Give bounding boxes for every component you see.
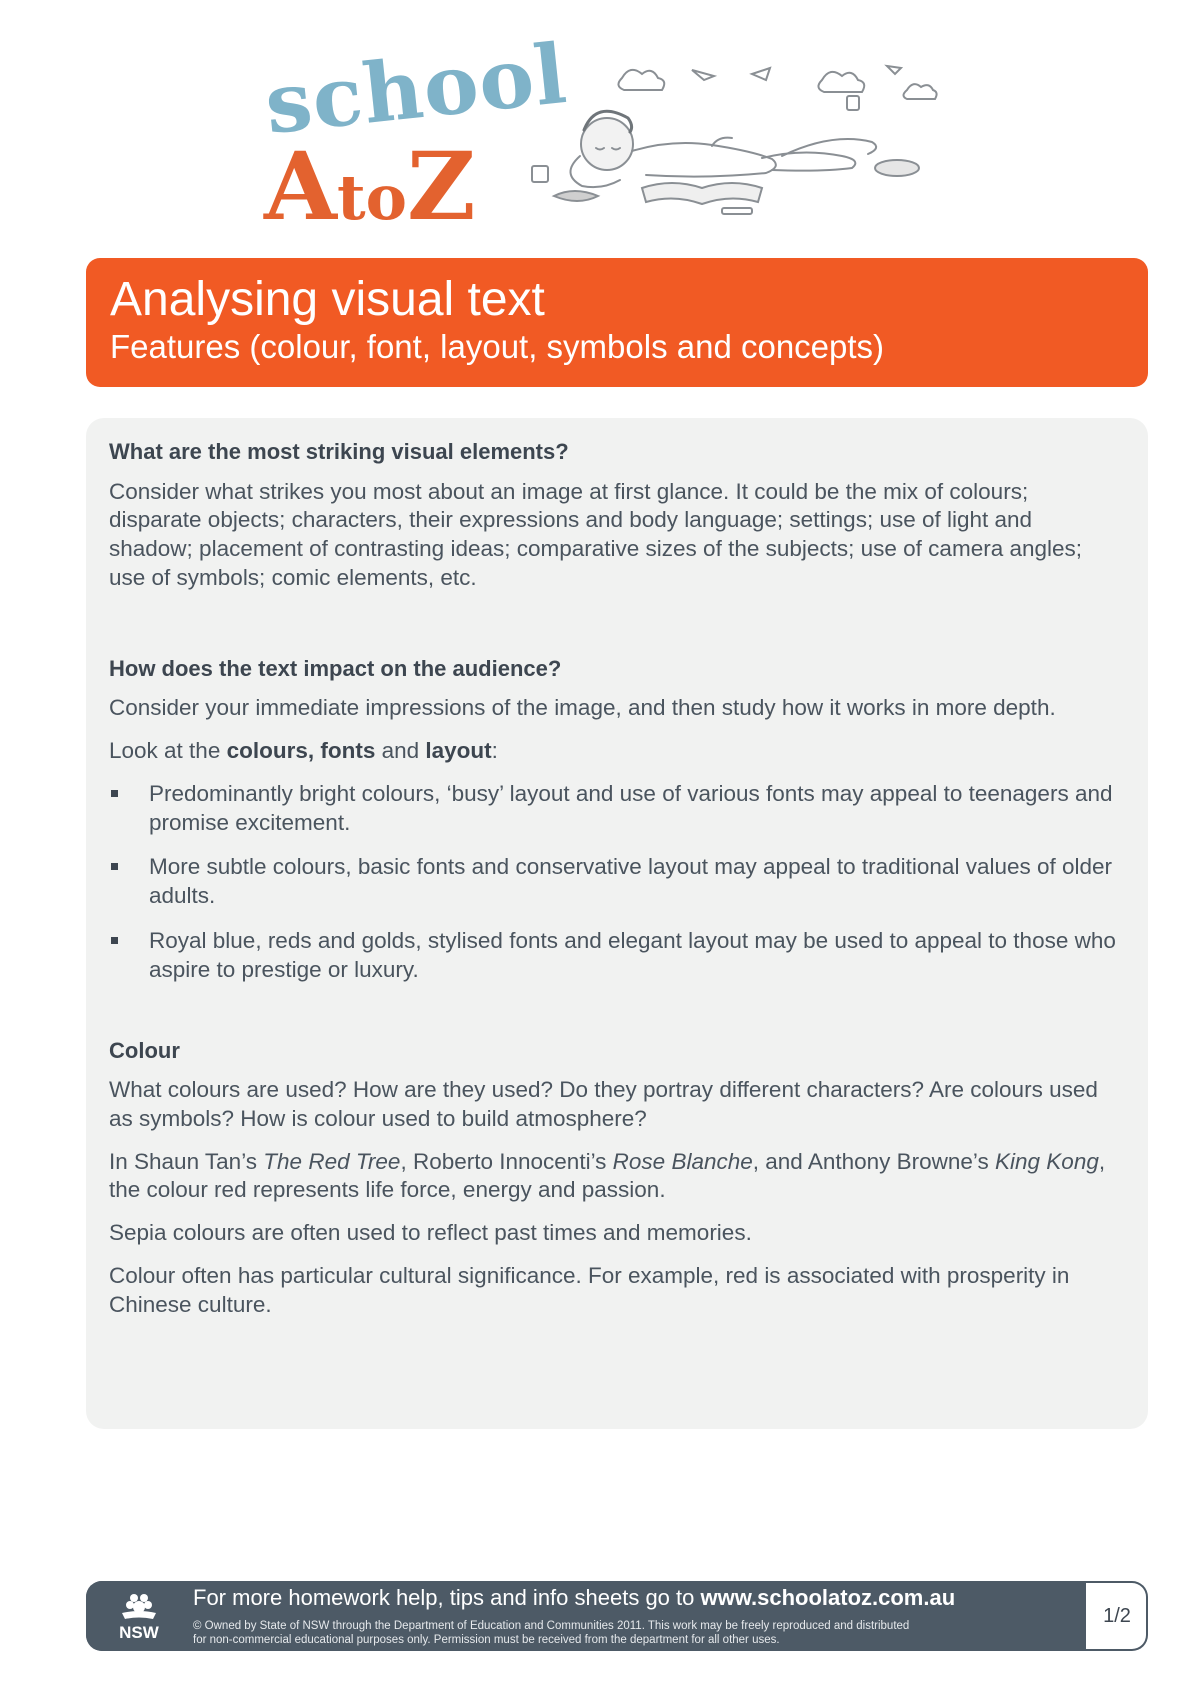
page-subtitle: Features (colour, font, layout, symbols and concepts) [110,328,885,365]
page-title: Analysing visual text [110,273,545,326]
title-banner [86,258,1148,387]
nsw-waratah-logo-icon [112,1591,166,1643]
colour-paragraph-2: In Shaun Tan’s The Red Tree, Roberto Innocenti’s Rose Blanche, and Anthony Browne’s King Kong, the colour red represents life force, energy and passion. [109,1148,1106,1203]
list-item: Royal blue, reds and golds, stylised fonts and elegant layout may be used to appeal to those who aspire to prestige or luxury. [109,927,1121,985]
footer-main [86,1581,1086,1651]
bullet-square-icon [111,863,118,870]
homework-help-text: For more homework help, tips and info sheets go to www.schoolatoz.com.au [193,1585,956,1610]
logo-atoz-text: AtoZ [264,132,476,242]
section-heading-colour: Colour [109,1037,180,1063]
section-body-striking: Consider what strikes you most about an image at first glance. It could be the mix of colours; disparate objects; characters, their expressions and body language; settings; use of light and shadow; placement of contrasting ideas; comparative sizes of the subjects; use of camera angles; use of symbols; comic elements, etc. [109,478,1083,590]
colour-paragraph-3: Sepia colours are often used to reflect past times and memories. [109,1220,752,1246]
page-number: 1/2 [1103,1604,1131,1627]
colour-paragraph-1: What colours are used? How are they used? Do they portray different characters? Are colours used as symbols? How is colour used to build atmosphere? [109,1077,1098,1131]
section-heading-striking: What are the most striking visual elements? [109,439,569,464]
impact-bullet-list [109,780,1121,985]
svg-text:NSW: NSW [119,1623,159,1642]
colour-paragraph-4: Colour often has particular cultural significance. For example, red is associated with prosperity in Chinese culture. [109,1263,1070,1317]
list-item: More subtle colours, basic fonts and conservative layout may appeal to traditional values of older adults. [109,853,1121,911]
section-heading-impact: How does the text impact on the audience? [109,655,562,681]
website-link[interactable]: www.schoolatoz.com.au [700,1585,956,1610]
bullet-square-icon [111,937,118,944]
list-item: Predominantly bright colours, ‘busy’ layout and use of various fonts may appeal to teenagers and promise excitement. [109,780,1121,838]
bullet-square-icon [111,790,118,797]
masthead [260,25,950,242]
section-body-impact: Consider your immediate impressions of the image, and then study how it works in more depth. [109,695,1056,721]
logo-school-text: school [260,25,572,153]
footer [86,1581,1148,1651]
copyright-notice: © Owned by State of NSW through the Department of Education and Communities 2011. This work may be freely reproduced and distributed for non-commercial educational purposes only. Permission must be received from the department for all other uses. [193,1620,910,1647]
reading-child-illustration [492,56,942,226]
content-panel [86,418,1148,1429]
look-at-line: Look at the colours, fonts and layout: [109,737,498,763]
